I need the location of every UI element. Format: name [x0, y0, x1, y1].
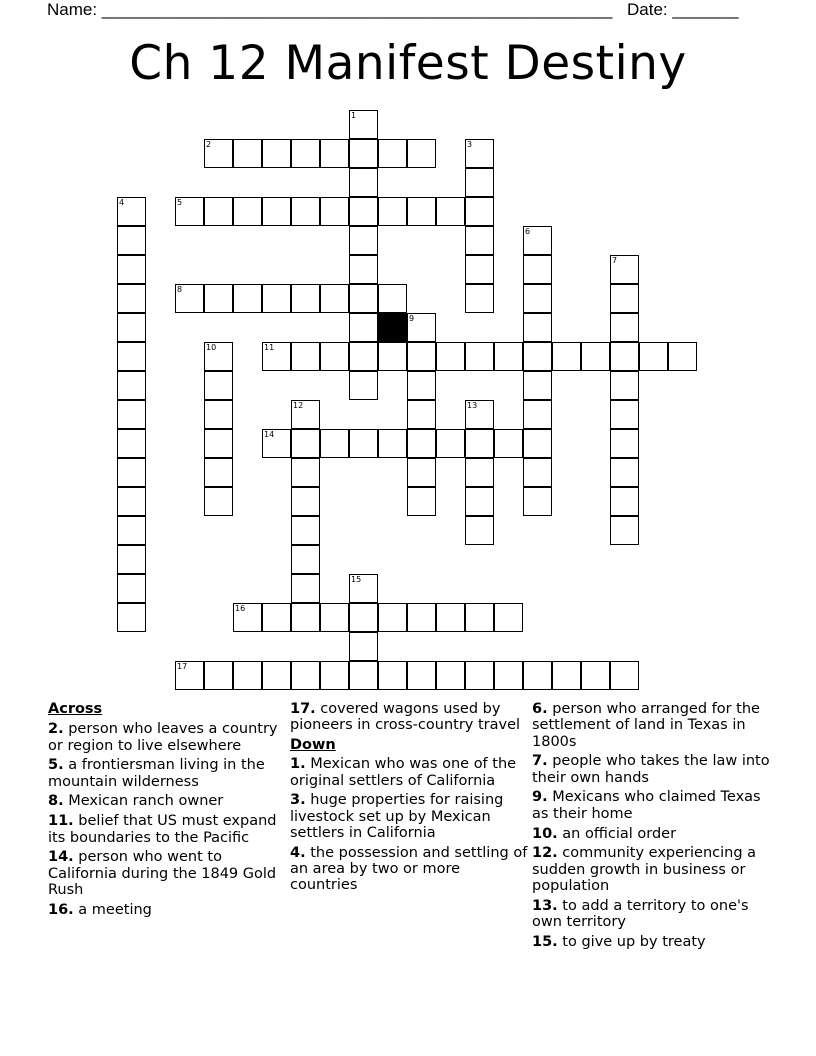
grid-cell[interactable] [407, 371, 436, 400]
grid-cell[interactable] [117, 487, 146, 516]
clue-down-7: 7. people who takes the law into their own hands [532, 753, 770, 786]
grid-cell[interactable] [262, 603, 291, 632]
grid-cell[interactable] [117, 342, 146, 371]
clue-across-16: 16. a meeting [48, 901, 152, 918]
grid-cell[interactable] [465, 168, 494, 197]
grid-cell[interactable] [465, 661, 494, 690]
clue-down-12: 12. community experiencing a sudden growth in business or population [532, 845, 757, 894]
grid-cell[interactable] [436, 603, 465, 632]
grid-cell[interactable] [610, 458, 639, 487]
grid-cell[interactable] [291, 342, 320, 371]
grid-cell[interactable] [639, 342, 668, 371]
grid-cell[interactable] [465, 226, 494, 255]
grid-cell[interactable] [233, 284, 262, 313]
grid-cell[interactable] [291, 429, 320, 458]
grid-cell[interactable] [204, 429, 233, 458]
grid-cell[interactable] [523, 342, 552, 371]
grid-cell[interactable] [117, 226, 146, 255]
grid-cell[interactable] [291, 603, 320, 632]
grid-cell[interactable] [349, 342, 378, 371]
grid-cell[interactable] [117, 516, 146, 545]
grid-cell[interactable] [349, 139, 378, 168]
clue-across-14: 14. person who went to California during the 1849 Gold Rush [48, 849, 277, 898]
grid-cell[interactable] [320, 429, 349, 458]
clue-down-10: 10. an official order [532, 825, 677, 842]
clue-number-label: 6 [525, 227, 531, 236]
grid-cell[interactable] [465, 516, 494, 545]
clue-number-label: 10 [206, 343, 217, 352]
grid-cell[interactable] [378, 603, 407, 632]
grid-cell[interactable] [465, 429, 494, 458]
grid-cell[interactable] [117, 371, 146, 400]
grid-cell[interactable] [349, 429, 378, 458]
grid-cell[interactable] [378, 197, 407, 226]
grid-cell[interactable] [117, 313, 146, 342]
grid-cell[interactable] [407, 458, 436, 487]
grid-cell[interactable] [378, 139, 407, 168]
grid-cell[interactable] [262, 197, 291, 226]
grid-cell[interactable] [233, 197, 262, 226]
grid-cell[interactable] [378, 429, 407, 458]
grid-cell[interactable] [291, 545, 320, 574]
grid-cell[interactable] [349, 197, 378, 226]
grid-cell[interactable] [465, 487, 494, 516]
clue-column-2 [290, 701, 528, 897]
grid-cell[interactable] [552, 661, 581, 690]
grid-cell[interactable] [349, 603, 378, 632]
grid-cell[interactable] [610, 371, 639, 400]
grid-cell[interactable] [668, 342, 697, 371]
grid-cell[interactable] [291, 284, 320, 313]
grid-cell[interactable] [204, 487, 233, 516]
grid-cell[interactable] [436, 197, 465, 226]
grid-cell[interactable] [436, 429, 465, 458]
grid-cell[interactable] [349, 632, 378, 661]
name-field-label: Name: ______________________________________________________ [47, 0, 613, 19]
grid-cell[interactable] [523, 458, 552, 487]
grid-cell[interactable] [349, 168, 378, 197]
grid-cell[interactable] [523, 371, 552, 400]
grid-cell[interactable] [465, 197, 494, 226]
grid-cell[interactable] [465, 342, 494, 371]
clue-column-1 [48, 701, 288, 922]
clue-number-label: 17 [177, 662, 188, 671]
clue-down-4: 4. the possession and settling of an area by two or more countries [290, 844, 528, 894]
grid-cell[interactable] [610, 661, 639, 690]
grid-cell[interactable] [349, 313, 378, 342]
grid-cell[interactable] [610, 342, 639, 371]
clue-number-label: 8 [177, 285, 183, 294]
grid-cell[interactable] [465, 255, 494, 284]
grid-cell[interactable] [407, 603, 436, 632]
grid-cell[interactable] [117, 458, 146, 487]
grid-cell[interactable] [610, 313, 639, 342]
grid-cell[interactable] [523, 429, 552, 458]
grid-cell[interactable] [262, 284, 291, 313]
grid-cell[interactable] [436, 342, 465, 371]
grid-cell[interactable] [407, 139, 436, 168]
grid-cell[interactable] [291, 487, 320, 516]
grid-cell[interactable] [117, 574, 146, 603]
grid-cell[interactable] [581, 661, 610, 690]
clue-number-label: 4 [119, 198, 125, 207]
grid-cell[interactable] [494, 342, 523, 371]
grid-cell[interactable] [610, 284, 639, 313]
clue-down-13: 13. to add a territory to one's own territory [532, 897, 749, 931]
clue-number-label: 11 [264, 343, 275, 352]
grid-cell[interactable] [349, 255, 378, 284]
grid-cell[interactable] [349, 226, 378, 255]
grid-cell[interactable] [320, 284, 349, 313]
clue-down-3: 3. huge properties for raising livestock set up by Mexican settlers in California [290, 792, 504, 842]
clue-number-label: 15 [351, 575, 362, 584]
grid-cell[interactable] [204, 400, 233, 429]
grid-cell[interactable] [320, 197, 349, 226]
grid-cell[interactable] [291, 516, 320, 545]
clue-number-label: 3 [467, 140, 473, 149]
grid-cell[interactable] [204, 197, 233, 226]
grid-cell[interactable] [117, 255, 146, 284]
grid-cell[interactable] [349, 371, 378, 400]
grid-cell[interactable] [523, 400, 552, 429]
clue-number-label: 5 [177, 198, 183, 207]
blocked-cell [378, 313, 407, 342]
clue-down-15: 15. to give up by treaty [532, 933, 706, 950]
grid-cell[interactable] [494, 429, 523, 458]
clue-number-label: 14 [264, 430, 275, 439]
grid-cell[interactable] [407, 400, 436, 429]
grid-cell[interactable] [233, 139, 262, 168]
grid-cell[interactable] [494, 603, 523, 632]
grid-cell[interactable] [291, 458, 320, 487]
clue-number-label: 16 [235, 604, 246, 613]
grid-cell[interactable] [610, 400, 639, 429]
grid-cell[interactable] [320, 603, 349, 632]
grid-cell[interactable] [494, 661, 523, 690]
grid-cell[interactable] [117, 400, 146, 429]
grid-cell[interactable] [204, 661, 233, 690]
grid-cell[interactable] [349, 284, 378, 313]
grid-cell[interactable] [523, 313, 552, 342]
grid-cell[interactable] [320, 342, 349, 371]
across-heading: Across [48, 701, 103, 717]
grid-cell[interactable] [407, 661, 436, 690]
grid-cell[interactable] [320, 661, 349, 690]
grid-cell[interactable] [262, 139, 291, 168]
grid-cell[interactable] [436, 661, 465, 690]
grid-cell[interactable] [581, 342, 610, 371]
page-title: Ch 12 Manifest Destiny [129, 36, 687, 91]
grid-cell[interactable] [291, 197, 320, 226]
grid-cell[interactable] [523, 661, 552, 690]
grid-cell[interactable] [465, 284, 494, 313]
clue-number-label: 7 [612, 256, 618, 265]
grid-cell[interactable] [291, 574, 320, 603]
grid-cell[interactable] [349, 661, 378, 690]
grid-cell[interactable] [610, 429, 639, 458]
down-heading: Down [290, 737, 336, 754]
clue-across-11: 11. belief that US must expand its boundaries to the Pacific [48, 813, 277, 846]
grid-cell[interactable] [523, 487, 552, 516]
date-field-label: Date: _______ [627, 0, 739, 19]
grid-cell[interactable] [407, 342, 436, 371]
grid-cell[interactable] [465, 603, 494, 632]
clue-number-label: 12 [293, 401, 304, 410]
grid-cell[interactable] [204, 284, 233, 313]
grid-cell[interactable] [610, 516, 639, 545]
grid-cell[interactable] [320, 139, 349, 168]
grid-cell[interactable] [407, 197, 436, 226]
clue-down-9: 9. Mexicans who claimed Texas as their home [532, 789, 761, 822]
grid-cell[interactable] [117, 603, 146, 632]
grid-cell[interactable] [407, 429, 436, 458]
grid-cell[interactable] [552, 342, 581, 371]
clue-down-6: 6. person who arranged for the settlement of land in Texas in 1800s [532, 701, 760, 750]
clue-across-5: 5. a frontiersman living in the mountain wilderness [48, 757, 265, 790]
clue-number-label: 2 [206, 140, 212, 149]
grid-cell[interactable] [523, 255, 552, 284]
grid-cell[interactable] [233, 661, 262, 690]
grid-cell[interactable] [465, 458, 494, 487]
grid-cell[interactable] [117, 284, 146, 313]
clue-number-label: 1 [351, 111, 357, 120]
grid-cell[interactable] [378, 342, 407, 371]
grid-cell[interactable] [204, 458, 233, 487]
clue-across-2: 2. person who leaves a country or region to live elsewhere [48, 721, 278, 754]
grid-cell[interactable] [407, 487, 436, 516]
clue-column-3 [532, 701, 772, 954]
clue-number-label: 9 [409, 314, 415, 323]
grid-cell[interactable] [262, 661, 291, 690]
grid-cell[interactable] [117, 545, 146, 574]
grid-cell[interactable] [291, 661, 320, 690]
grid-cell[interactable] [523, 284, 552, 313]
grid-cell[interactable] [378, 284, 407, 313]
clue-across-8: 8. Mexican ranch owner [48, 793, 224, 810]
grid-cell[interactable] [610, 487, 639, 516]
grid-cell[interactable] [378, 661, 407, 690]
clue-across-17: 17. covered wagons used by pioneers in cross-country travel [290, 701, 521, 734]
grid-cell[interactable] [204, 371, 233, 400]
clue-down-1: 1. Mexican who was one of the original settlers of California [290, 756, 517, 789]
grid-cell[interactable] [117, 429, 146, 458]
clue-number-label: 13 [467, 401, 478, 410]
grid-cell[interactable] [291, 139, 320, 168]
